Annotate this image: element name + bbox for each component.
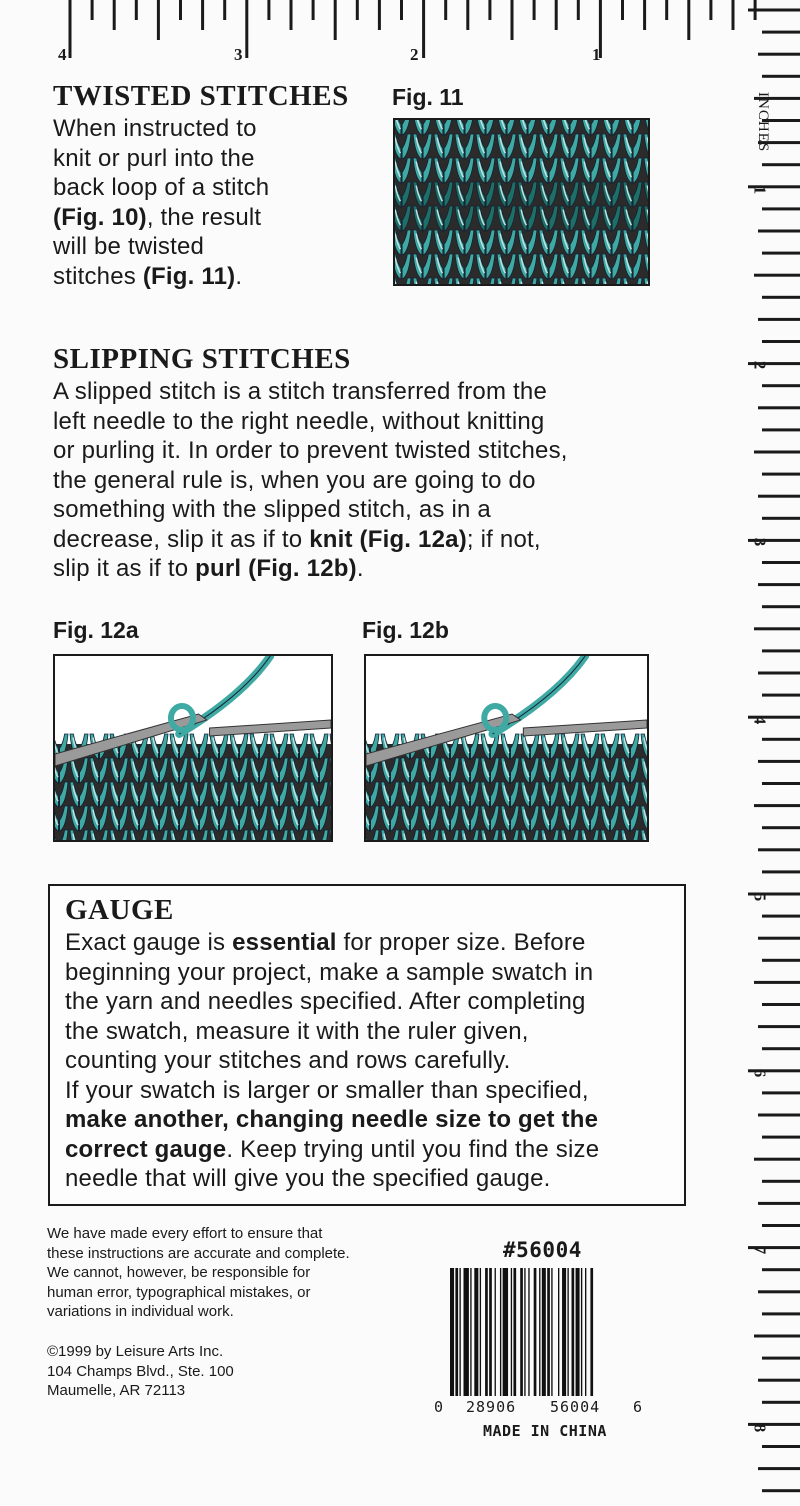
copyright-line: ©1999 by Leisure Arts Inc. bbox=[47, 1343, 224, 1360]
ruler-tick bbox=[762, 870, 800, 873]
text-run: When instructed to bbox=[53, 115, 257, 142]
fig-12a-label: Fig. 12a bbox=[53, 617, 139, 643]
barcode-bar bbox=[567, 1268, 568, 1396]
ruler-tick bbox=[245, 0, 248, 58]
ruler-tick bbox=[758, 1467, 800, 1470]
ruler-tick bbox=[69, 0, 72, 58]
text-run: back loop of a stitch bbox=[53, 174, 270, 201]
text-line bbox=[53, 525, 713, 555]
ruler-tick bbox=[758, 760, 800, 763]
bold-text-run: (Fig. 10) bbox=[53, 203, 147, 231]
ruler-tick bbox=[762, 826, 800, 829]
side-ruler-label-2: 2 bbox=[750, 360, 770, 370]
text-run: the swatch, measure it with the ruler given, bbox=[65, 1017, 529, 1045]
ruler-tick bbox=[709, 0, 712, 20]
text-run: If your swatch is larger or smaller than specified, bbox=[65, 1076, 589, 1104]
ruler-tick bbox=[762, 517, 800, 520]
ruler-tick bbox=[762, 915, 800, 918]
side-ruler-label-5: 5 bbox=[750, 892, 770, 902]
barcode-bar bbox=[520, 1268, 523, 1396]
text-line bbox=[53, 436, 713, 466]
side-ruler-label-8: 8 bbox=[750, 1423, 770, 1433]
text-run: or purling it. In order to prevent twisted stitches, bbox=[53, 437, 568, 464]
disclaimer-line: We cannot, however, be responsible for bbox=[47, 1264, 311, 1282]
text-run: . bbox=[235, 262, 243, 290]
text-line bbox=[53, 232, 383, 262]
barcode-bar bbox=[562, 1268, 566, 1396]
text-line bbox=[65, 987, 684, 1017]
side-ruler-label-6: 6 bbox=[750, 1068, 770, 1078]
ruler-tick bbox=[223, 0, 226, 20]
fig-11-illustration bbox=[393, 118, 650, 286]
ruler-tick bbox=[762, 738, 800, 741]
barcode-image bbox=[448, 1268, 628, 1408]
ruler-tick bbox=[687, 0, 690, 40]
text-run: decrease, slip it as if to bbox=[53, 525, 310, 553]
barcode-bar bbox=[495, 1268, 496, 1396]
ruler-tick bbox=[758, 937, 800, 940]
text-run: beginning your project, make a sample swatch in bbox=[65, 958, 594, 986]
text-run: the general rule is, when you are going to do bbox=[53, 466, 536, 494]
ruler-tick bbox=[267, 0, 270, 20]
side-ruler-label-3: 3 bbox=[750, 537, 770, 547]
ruler-tick bbox=[762, 1003, 800, 1006]
disclaimer-line: variations in individual work. bbox=[47, 1303, 234, 1321]
barcode-bar bbox=[455, 1268, 458, 1396]
text-line bbox=[53, 407, 713, 437]
text-run: left needle to the right needle, without knitting bbox=[53, 407, 545, 435]
barcode-bar bbox=[581, 1268, 582, 1396]
ruler-tick bbox=[762, 1091, 800, 1094]
bold-text-run: (Fig. 11) bbox=[142, 262, 236, 290]
twisted-stitches-body bbox=[53, 114, 383, 291]
side-ruler-label-7: 7 bbox=[750, 1245, 770, 1255]
fig-11-label: Fig. 11 bbox=[392, 84, 464, 110]
ruler-tick bbox=[762, 428, 800, 431]
side-ruler-label-1: 1 bbox=[750, 185, 770, 195]
slip-purlwise-image bbox=[366, 656, 647, 840]
barcode-bar bbox=[464, 1268, 469, 1396]
barcode-bar bbox=[585, 1268, 586, 1396]
ruler-tick bbox=[762, 384, 800, 387]
text-line bbox=[53, 203, 383, 233]
ruler-tick bbox=[762, 649, 800, 652]
barcode-bar bbox=[547, 1268, 550, 1396]
fig-12b-label: Fig. 12b bbox=[362, 617, 449, 643]
ruler-tick bbox=[758, 495, 800, 498]
barcode-bar bbox=[551, 1268, 552, 1396]
ruler-tick bbox=[91, 0, 94, 20]
twisted-stitches-section bbox=[53, 82, 383, 291]
text-run: for proper size. Before bbox=[336, 929, 586, 956]
ruler-tick bbox=[762, 296, 800, 299]
top-ruler-label-2: 2 bbox=[410, 45, 419, 64]
text-line bbox=[53, 262, 383, 292]
ruler-tick bbox=[290, 0, 293, 30]
ruler-tick bbox=[762, 75, 800, 78]
twisted-stitches-heading: TWISTED STITCHES bbox=[53, 80, 349, 112]
ruler-tick bbox=[312, 0, 315, 20]
ruler-tick bbox=[762, 1136, 800, 1139]
ruler-tick bbox=[762, 163, 800, 166]
text-line bbox=[65, 1164, 684, 1194]
barcode bbox=[448, 1268, 628, 1408]
ruler-tick bbox=[422, 0, 425, 58]
ruler-tick bbox=[555, 0, 558, 30]
barcode-bar bbox=[558, 1268, 559, 1396]
barcode-bar bbox=[470, 1268, 471, 1396]
ruler-tick bbox=[179, 0, 182, 20]
text-line bbox=[65, 1076, 684, 1106]
slip-knitwise-image bbox=[55, 656, 331, 840]
item-number: #56004 bbox=[503, 1238, 582, 1262]
barcode-digit-right: 6 bbox=[633, 1398, 643, 1416]
ruler-tick bbox=[400, 0, 403, 20]
disclaimer-line: human error, typographical mistakes, or bbox=[47, 1283, 311, 1301]
ruler-tick bbox=[762, 252, 800, 255]
stitch-highlight bbox=[647, 282, 648, 284]
ruler-tick bbox=[762, 605, 800, 608]
ruler-tick bbox=[762, 1312, 800, 1315]
text-line bbox=[65, 1046, 684, 1076]
text-run: the yarn and needles specified. After completing bbox=[65, 988, 586, 1015]
ruler-tick bbox=[754, 981, 800, 984]
gauge-heading: GAUGE bbox=[65, 894, 174, 926]
text-run: . bbox=[356, 555, 364, 582]
top-ruler-label-4: 4 bbox=[58, 45, 67, 64]
barcode-bar bbox=[480, 1268, 481, 1396]
text-line bbox=[53, 173, 383, 203]
bold-text-run: correct gauge bbox=[65, 1135, 227, 1163]
ruler-tick bbox=[762, 1047, 800, 1050]
barcode-digits-group-2: 56004 bbox=[550, 1398, 601, 1416]
ruler-tick bbox=[643, 0, 646, 30]
ruler-tick bbox=[762, 1224, 800, 1227]
ruler-tick bbox=[758, 848, 800, 851]
ruler-tick bbox=[762, 340, 800, 343]
ruler-tick bbox=[135, 0, 138, 20]
ruler-tick bbox=[762, 959, 800, 962]
ruler-tick bbox=[762, 1180, 800, 1183]
text-run: knit or purl into the bbox=[53, 144, 255, 172]
ruler-tick bbox=[762, 31, 800, 34]
top-ruler-ticks bbox=[0, 0, 800, 75]
twisted-stitch-pattern-image bbox=[395, 120, 648, 284]
ruler-tick bbox=[758, 672, 800, 675]
ruler-tick bbox=[758, 230, 800, 233]
text-line bbox=[53, 495, 713, 525]
fig-12a-illustration bbox=[53, 654, 333, 842]
ruler-tick bbox=[533, 0, 536, 20]
side-ruler-label-4: 4 bbox=[750, 715, 770, 725]
ruler-tick bbox=[762, 1489, 800, 1492]
address-line: 104 Champs Blvd., Ste. 100 bbox=[47, 1362, 234, 1380]
text-line bbox=[65, 1017, 684, 1047]
text-line bbox=[53, 114, 383, 144]
barcode-bar bbox=[590, 1268, 593, 1396]
barcode-bar bbox=[528, 1268, 529, 1396]
disclaimer-line: these instructions are accurate and complete. bbox=[47, 1244, 350, 1262]
ruler-tick bbox=[334, 0, 337, 40]
ruler-tick bbox=[762, 694, 800, 697]
text-line bbox=[65, 958, 684, 988]
text-run: . Keep trying until you find the size bbox=[226, 1135, 600, 1163]
ruler-tick bbox=[762, 1445, 800, 1448]
text-line bbox=[53, 144, 383, 174]
ruler-tick bbox=[758, 1202, 800, 1205]
side-ruler bbox=[725, 0, 800, 1506]
ruler-tick bbox=[621, 0, 624, 20]
ruler-tick bbox=[762, 1268, 800, 1271]
text-line bbox=[53, 554, 713, 584]
ruler-tick bbox=[754, 804, 800, 807]
ruler-tick bbox=[444, 0, 447, 20]
ruler-tick bbox=[762, 1401, 800, 1404]
copyright-block bbox=[47, 1342, 407, 1401]
text-run: will be twisted bbox=[53, 233, 205, 260]
ruler-tick bbox=[758, 1290, 800, 1293]
disclaimer bbox=[47, 1224, 407, 1322]
text-run: A slipped stitch is a stitch transferred from the bbox=[53, 378, 548, 405]
text-line bbox=[53, 377, 713, 407]
gauge-box bbox=[48, 884, 686, 1206]
barcode-bar bbox=[511, 1268, 512, 1396]
disclaimer-line: We have made every effort to ensure that bbox=[47, 1225, 323, 1242]
ruler-tick bbox=[748, 9, 800, 12]
top-ruler-label-1: 1 bbox=[592, 45, 601, 64]
gauge-body bbox=[65, 928, 684, 1194]
ruler-tick bbox=[758, 53, 800, 56]
text-run: counting your stitches and rows carefully. bbox=[65, 1047, 511, 1074]
ruler-tick bbox=[754, 451, 800, 454]
ruler-tick bbox=[758, 406, 800, 409]
top-ruler-label-3: 3 bbox=[234, 45, 243, 64]
ruler-tick bbox=[762, 207, 800, 210]
text-run: , the result bbox=[146, 203, 262, 231]
ruler-tick bbox=[511, 0, 514, 40]
ruler-tick bbox=[762, 561, 800, 564]
text-run: Exact gauge is bbox=[65, 929, 233, 956]
text-run: needle that will give you the specified gauge. bbox=[65, 1165, 551, 1192]
barcode-bar bbox=[503, 1268, 508, 1396]
ruler-tick bbox=[758, 583, 800, 586]
fig-12b-illustration bbox=[364, 654, 649, 842]
barcode-digit-left: 0 bbox=[434, 1398, 444, 1416]
text-run: stitches bbox=[53, 262, 143, 290]
barcode-bar bbox=[539, 1268, 540, 1396]
ruler-tick bbox=[758, 1114, 800, 1117]
ruler-tick bbox=[201, 0, 204, 30]
city-line: Maumelle, AR 72113 bbox=[47, 1382, 186, 1400]
ruler-tick bbox=[754, 274, 800, 277]
text-run: ; if not, bbox=[466, 525, 541, 553]
barcode-digits-group-1: 28906 bbox=[466, 1398, 517, 1416]
ruler-tick bbox=[157, 0, 160, 40]
text-line bbox=[65, 1135, 684, 1165]
bold-text-run: (Fig. 12b) bbox=[248, 555, 357, 582]
barcode-bar bbox=[459, 1268, 460, 1396]
ruler-tick bbox=[378, 0, 381, 30]
bold-text-run: (Fig. 12a) bbox=[359, 525, 467, 553]
ruler-tick bbox=[356, 0, 359, 20]
barcode-bar bbox=[576, 1268, 580, 1396]
barcode-bar bbox=[534, 1268, 537, 1396]
ruler-tick bbox=[758, 318, 800, 321]
ruler-tick bbox=[466, 0, 469, 30]
ruler-tick bbox=[758, 1379, 800, 1382]
text-line bbox=[65, 928, 684, 958]
ruler-tick bbox=[762, 473, 800, 476]
barcode-bar bbox=[513, 1268, 516, 1396]
bold-text-run: make another, changing needle size to get the bbox=[65, 1106, 599, 1133]
bold-text-run: purl bbox=[195, 555, 242, 582]
bold-text-run: knit bbox=[309, 525, 353, 553]
slipping-stitches-section bbox=[53, 345, 713, 584]
barcode-bar bbox=[572, 1268, 575, 1396]
barcode-bar bbox=[450, 1268, 454, 1396]
top-ruler bbox=[0, 0, 800, 75]
text-run: something with the slipped stitch, as in a bbox=[53, 496, 491, 523]
text-line bbox=[53, 466, 713, 496]
ruler-tick bbox=[488, 0, 491, 20]
side-ruler-ticks bbox=[725, 0, 800, 1506]
text-line bbox=[65, 1105, 684, 1135]
barcode-bar bbox=[485, 1268, 488, 1396]
ruler-tick bbox=[113, 0, 116, 30]
text-run bbox=[353, 526, 360, 553]
barcode-bar bbox=[500, 1268, 501, 1396]
ruler-tick bbox=[754, 1158, 800, 1161]
ruler-tick bbox=[762, 1357, 800, 1360]
ruler-tick bbox=[754, 1335, 800, 1338]
text-run: slip it as if to bbox=[53, 555, 196, 582]
barcode-bar bbox=[489, 1268, 492, 1396]
slipping-stitches-body bbox=[53, 377, 713, 584]
ruler-tick bbox=[758, 1025, 800, 1028]
barcode-bar bbox=[542, 1268, 546, 1396]
ruler-tick bbox=[754, 627, 800, 630]
barcode-bar bbox=[524, 1268, 525, 1396]
slipping-stitches-heading: SLIPPING STITCHES bbox=[53, 343, 351, 375]
side-ruler-title: INCHES bbox=[755, 92, 771, 153]
barcode-bar bbox=[474, 1268, 478, 1396]
ruler-tick bbox=[665, 0, 668, 20]
bold-text-run: essential bbox=[232, 929, 337, 956]
ruler-tick bbox=[762, 782, 800, 785]
made-in-label: MADE IN CHINA bbox=[483, 1422, 607, 1440]
ruler-tick bbox=[577, 0, 580, 20]
